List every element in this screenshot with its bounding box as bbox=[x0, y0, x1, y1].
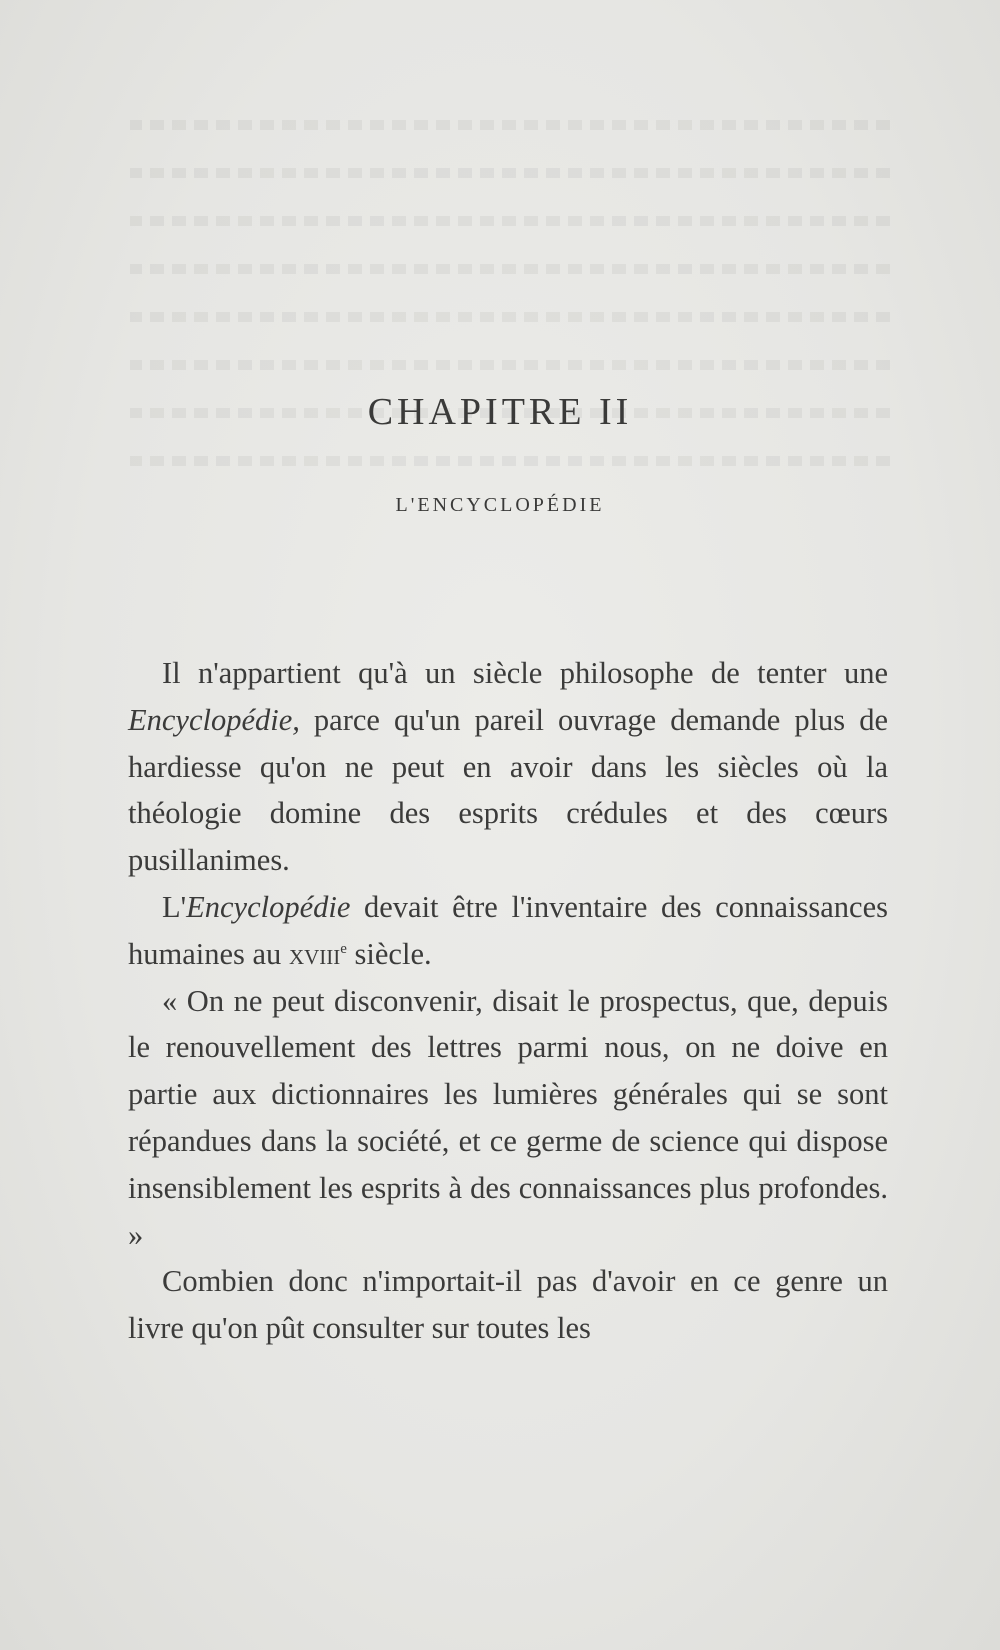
body-text bbox=[128, 650, 888, 1352]
encyclopedie-italic: Encyclopédie, bbox=[128, 702, 300, 737]
paragraph-2-text-start: L' bbox=[162, 889, 187, 924]
century-superscript: e bbox=[340, 940, 347, 957]
paragraph-2-text-end: siècle. bbox=[346, 936, 432, 971]
paragraph-1-text-end: parce qu'un pareil ouvrage demande plus de hardiesse qu'on ne peut en avoir dans les siècles où la théologie domine des esprits crédules et des cœurs pusillanimes. bbox=[128, 702, 888, 878]
paragraph-1 bbox=[128, 650, 888, 884]
paragraph-1-text-start: Il n'appartient qu'à un siècle philosophe de tenter une bbox=[162, 656, 888, 690]
chapter-title: CHAPITRE II bbox=[367, 391, 633, 433]
paragraph-4: Combien donc n'importait-il pas d'avoir en ce genre un livre qu'on pût consulter sur toutes les bbox=[128, 1264, 888, 1346]
encyclopedie-italic: Encyclopédie bbox=[186, 889, 351, 924]
paragraph-2 bbox=[128, 884, 888, 978]
chapter-subtitle: L'ENCYCLOPÉDIE bbox=[395, 494, 605, 516]
century-numeral: xviii bbox=[288, 936, 341, 971]
paragraph-2-text-mid: devait être l'inventaire des connaissances humaines au bbox=[128, 889, 888, 971]
paragraph-3: « On ne peut disconvenir, disait le prospectus, que, depuis le renouvellement des lettres parmi nous, on ne doive en partie aux dictionnaires les lumières générales qui se sont répandues dans la société, et ce germe de science qui dispose insensiblement les esprits à des connaissances plus profondes. » bbox=[128, 983, 888, 1252]
show-through-text bbox=[130, 120, 890, 520]
